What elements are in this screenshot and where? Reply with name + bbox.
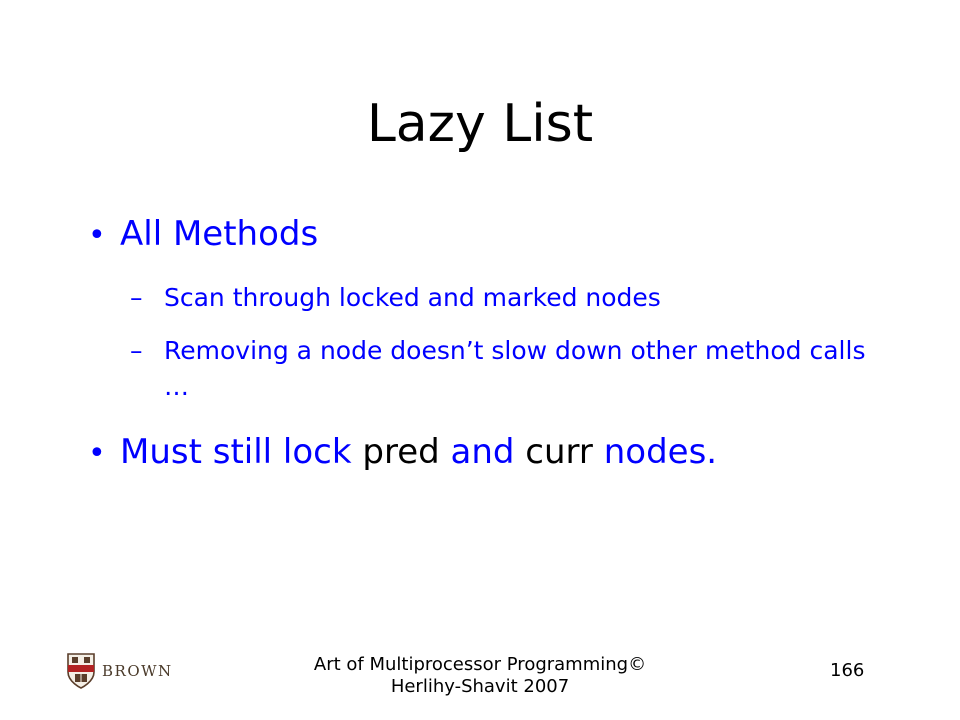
dash-glyph: – [130, 283, 143, 312]
code-curr: curr [525, 432, 593, 472]
bullet-text [120, 432, 717, 472]
brown-university-logo [66, 646, 182, 696]
text-must-still-lock: Must still lock [120, 432, 363, 472]
sub-bullet-scan [130, 280, 884, 316]
page-number: 166 [830, 660, 865, 681]
sub-bullet-text: Removing a node doesn’t slow down other method calls … [164, 336, 866, 401]
text-and: and [439, 432, 526, 472]
bullet-glyph: • [88, 436, 106, 471]
bullet-all-methods [88, 214, 318, 254]
bullet-glyph: • [88, 218, 106, 253]
text-nodes: nodes. [592, 432, 718, 472]
footer-credit: Art of Multiprocessor Programming© Herlihy-Shavit 2007 [313, 654, 647, 697]
bullet-text: All Methods [120, 214, 319, 254]
sub-bullet-text: Scan through locked and marked nodes [164, 283, 661, 312]
logo-text: BROWN [102, 662, 173, 680]
slide-title: Lazy List [366, 94, 594, 154]
code-pred: pred [362, 432, 440, 472]
bullet-must-lock [88, 432, 717, 472]
shield-icon [66, 652, 96, 690]
sub-bullet-removing [130, 333, 884, 405]
dash-glyph: – [130, 336, 143, 365]
